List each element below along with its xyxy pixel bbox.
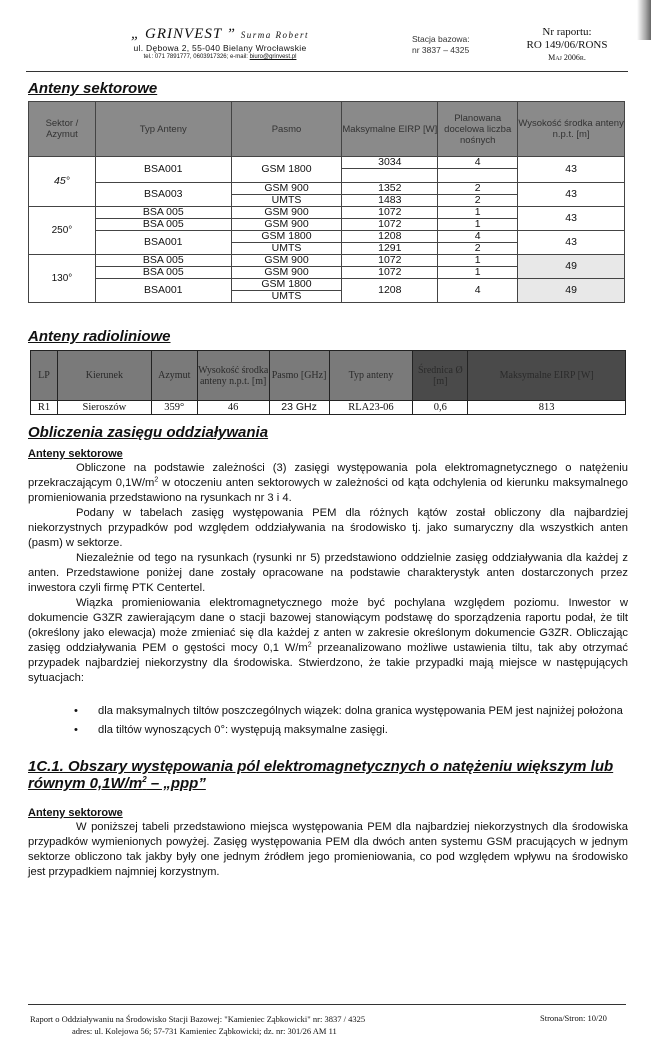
footer-line-1: Raport o Oddziaływaniu na Środowisko Stacji Bazowej: "Kamieniec Ząbkowicki" nr: 3837 / 4325	[30, 1014, 366, 1024]
table-header-row	[31, 351, 626, 401]
calculations-subtitle: Anteny sektorowe	[28, 448, 123, 460]
sector-azimuth: 130°	[29, 255, 96, 303]
station-block	[412, 34, 470, 56]
paragraph: Niezależnie od tego na rysunkach (rysunki nr 5) przedstawiono oddzielnie zasięg oddziaływania dla każdej z anten. Przedstawione poniżej dane zostały opracowane na podstawie charakterystyk anten dostarczonych przez inwestora czyli firmę PTK Centertel.	[28, 552, 628, 594]
sector-antennas-title: Anteny sektorowe	[28, 80, 158, 97]
eirp: 1208	[342, 231, 438, 243]
table-row	[29, 279, 625, 291]
table-row	[29, 231, 625, 243]
company-email-link[interactable]: biuro@grinvest.pl	[249, 54, 297, 60]
band: GSM 1800	[231, 231, 342, 243]
carriers: 1	[438, 255, 518, 267]
col-header: Azymut	[151, 351, 197, 401]
carriers: 4	[438, 157, 518, 169]
antenna-type: BSA001	[95, 231, 231, 255]
paragraph-text: przeanalizowano możliwe ustawienia tiltu, tak aby otrzymać przypadek najbardziej niekorzystny dla środowiska. Stwierdzono, że takie przypadki mają miejsce w następujących sytuacjach:	[28, 642, 628, 684]
sector-azimuth: 45°	[29, 157, 96, 207]
footer-divider	[28, 1004, 626, 1005]
eirp: 1072	[342, 207, 438, 219]
col-header: Wysokość środka anteny n.p.t. [m]	[518, 102, 625, 157]
paragraph	[28, 596, 628, 686]
radio-link-antennas-title: Anteny radioliniowe	[28, 328, 171, 345]
col-header: LP	[31, 351, 58, 401]
eirp: 3034	[342, 157, 438, 169]
company-name-line	[100, 26, 340, 43]
paragraph-text: Obliczone na podstawie zależności (3) zasięgi występowania pola elektromagnetycznego o natężeniu przekraczającym 0,1W/m	[28, 462, 628, 489]
table-row	[29, 157, 625, 169]
col-header: Typ Anteny	[95, 102, 231, 157]
antenna-type: BSA001	[95, 279, 231, 303]
cell-height: 46	[197, 401, 269, 415]
title-text: 1C.1. Obszary występowania pól elektromagnetycznych o natężeniu większym lub równym 0,1W/m	[28, 758, 614, 792]
band: UMTS	[231, 291, 342, 303]
band: GSM 1800	[231, 157, 342, 183]
header-divider	[26, 71, 628, 72]
cell-lp: R1	[31, 401, 58, 415]
carriers: 1	[438, 219, 518, 231]
antenna-height: 43	[518, 183, 625, 207]
col-header: Sektor / Azymut	[29, 102, 96, 157]
paragraph: Podany w tabelach zasięg występowania PEM dla różnych kątów został obliczony dla najbardziej niekorzystnych przypadków pod względem oddziaływania na środowisko tj. jako sumaryczny dla wszystkich anten (pasm) w sektorze.	[28, 507, 628, 549]
band: UMTS	[231, 243, 342, 255]
station-label: Stacja bazowa:	[412, 34, 470, 44]
company-name: „ GRINVEST ”	[130, 26, 237, 42]
paragraph: W poniższej tabeli przedstawiono miejsca występowania PEM dla najbardziej niekorzystnych dla środowiska przypadków wymienionych powyżej. Zasięg występowania PEM dla dwóch anten systemu GSM pracujących w jednym sektorze obliczono tak jakby były one jednym źródłem jego promieniowania, co pod względem wpływu na środowisko jest przypadkiem najmniej korzystnym.	[28, 821, 628, 878]
carriers: 2	[438, 243, 518, 255]
band: GSM 900	[231, 267, 342, 279]
antenna-height: 43	[518, 207, 625, 231]
list-item	[72, 704, 627, 718]
section-1c1-subtitle: Anteny sektorowe	[28, 807, 123, 819]
calculations-body	[28, 461, 628, 686]
cell-eirp: 813	[468, 401, 626, 415]
paragraph-text: Wiązka promieniowania elektromagnetycznego może być pochylana względem poziomu. Inwestor w dokumencie G3ZR zawierającym dane o stacji bazowej stanowiącym podstawę do sporządzenia raportu podał, że tilt (określony jako elewacja) może zmieniać się dla każdej z anten w zakresie określonym dokumencie G3ZR. Obliczając zasięg oddziaływania PEM o gęstości mocy 0,1 W/m	[28, 597, 628, 654]
table-row	[29, 183, 625, 195]
col-header: Średnica Ø [m]	[413, 351, 468, 401]
antenna-height: 43	[518, 157, 625, 183]
company-address: ul. Dębowa 2, 55-040 Bielany Wrocławskie	[133, 43, 307, 53]
report-date: Maj 2006r.	[548, 53, 586, 62]
paragraph	[28, 461, 628, 506]
company-owner: Surma Robert	[240, 30, 310, 40]
antenna-type: BSA 005	[95, 219, 231, 231]
section-1c1-body	[28, 820, 628, 880]
superscript: 2	[307, 641, 312, 649]
col-header: Typ anteny	[329, 351, 413, 401]
report-block	[513, 26, 621, 63]
bullet-icon: •	[74, 705, 78, 717]
bullet-list	[72, 704, 627, 742]
cell-azimuth: 359°	[151, 401, 197, 415]
radio-link-antennas-table	[30, 350, 626, 415]
carriers: 1	[438, 267, 518, 279]
col-header: Maksymalne EIRP [W]	[468, 351, 626, 401]
report-number: RO 149/06/RONS	[526, 39, 608, 51]
cell-antenna-type: RLA23-06	[329, 401, 413, 415]
company-block	[100, 26, 340, 61]
carriers: 4	[438, 231, 518, 243]
carriers: 1	[438, 207, 518, 219]
list-item	[72, 723, 627, 737]
band: GSM 900	[231, 219, 342, 231]
table-row	[29, 255, 625, 267]
eirp	[342, 169, 438, 183]
table-row	[29, 207, 625, 219]
antenna-height: 49	[518, 255, 625, 279]
superscript: 2	[142, 775, 147, 784]
carriers: 4	[438, 279, 518, 303]
carriers: 2	[438, 183, 518, 195]
cell-band: 23 GHz	[269, 401, 329, 415]
report-label: Nr raportu:	[542, 26, 592, 38]
carriers: 2	[438, 195, 518, 207]
band: GSM 900	[231, 183, 342, 195]
cell-diameter: 0,6	[413, 401, 468, 415]
table-row	[31, 401, 626, 415]
antenna-type: BSA 005	[95, 207, 231, 219]
page-number: Strona/Stron: 10/20	[540, 1013, 607, 1023]
company-contact: tel.: 071 7891777, 0603917326; e-mail:	[143, 54, 250, 60]
antenna-height: 43	[518, 231, 625, 255]
col-header: Pasmo [GHz]	[269, 351, 329, 401]
col-header: Pasmo	[231, 102, 342, 157]
sector-azimuth: 250°	[29, 207, 96, 255]
eirp: 1291	[342, 243, 438, 255]
col-header: Kierunek	[57, 351, 151, 401]
eirp: 1352	[342, 183, 438, 195]
band: GSM 900	[231, 255, 342, 267]
list-item-text: dla tiltów wynoszących 0°: występują maksymalne zasięgi.	[98, 724, 388, 736]
footer-line-2: adres: ul. Kolejowa 56; 57-731 Kamieniec Ząbkowicki; dz. nr: 301/26 AM 11	[72, 1026, 337, 1036]
paragraph-text: w otoczeniu anten sektorowych w zależności od kąta odchylenia od kierunku maksymalnego promieniowania przedstawiono na rysunkach nr 3 i 4.	[28, 477, 628, 504]
antenna-height: 49	[518, 279, 625, 303]
list-item-text: dla maksymalnych tiltów poszczególnych wiązek: dolna granica występowania PEM jest najniżej położona	[98, 705, 623, 717]
col-header: Maksymalne EIRP [W]	[342, 102, 438, 157]
band: UMTS	[231, 195, 342, 207]
antenna-type: BSA001	[95, 157, 231, 183]
antenna-type: BSA003	[95, 183, 231, 207]
title-text: – „ppp”	[146, 775, 206, 792]
cell-direction: Sieroszów	[57, 401, 151, 415]
station-number: nr 3837 – 4325	[412, 45, 470, 55]
eirp: 1072	[342, 255, 438, 267]
sector-antennas-table	[28, 101, 625, 303]
section-1c1-title	[28, 758, 628, 792]
col-header: Wysokość środka anteny n.p.t. [m]	[197, 351, 269, 401]
bullet-icon: •	[74, 724, 78, 736]
calculations-title: Obliczenia zasięgu oddziaływania	[28, 424, 269, 441]
company-contact-line	[100, 53, 340, 61]
footer-report-info	[30, 1013, 365, 1037]
page-header	[0, 26, 651, 70]
table-header-row	[29, 102, 625, 157]
eirp: 1483	[342, 195, 438, 207]
eirp: 1072	[342, 219, 438, 231]
antenna-type: BSA 005	[95, 255, 231, 267]
antenna-type: BSA 005	[95, 267, 231, 279]
band: GSM 1800	[231, 279, 342, 291]
superscript: 2	[154, 476, 159, 484]
band: GSM 900	[231, 207, 342, 219]
carriers	[438, 169, 518, 183]
eirp: 1208	[342, 279, 438, 303]
eirp: 1072	[342, 267, 438, 279]
col-header: Planowana docelowa liczba nośnych	[438, 102, 518, 157]
